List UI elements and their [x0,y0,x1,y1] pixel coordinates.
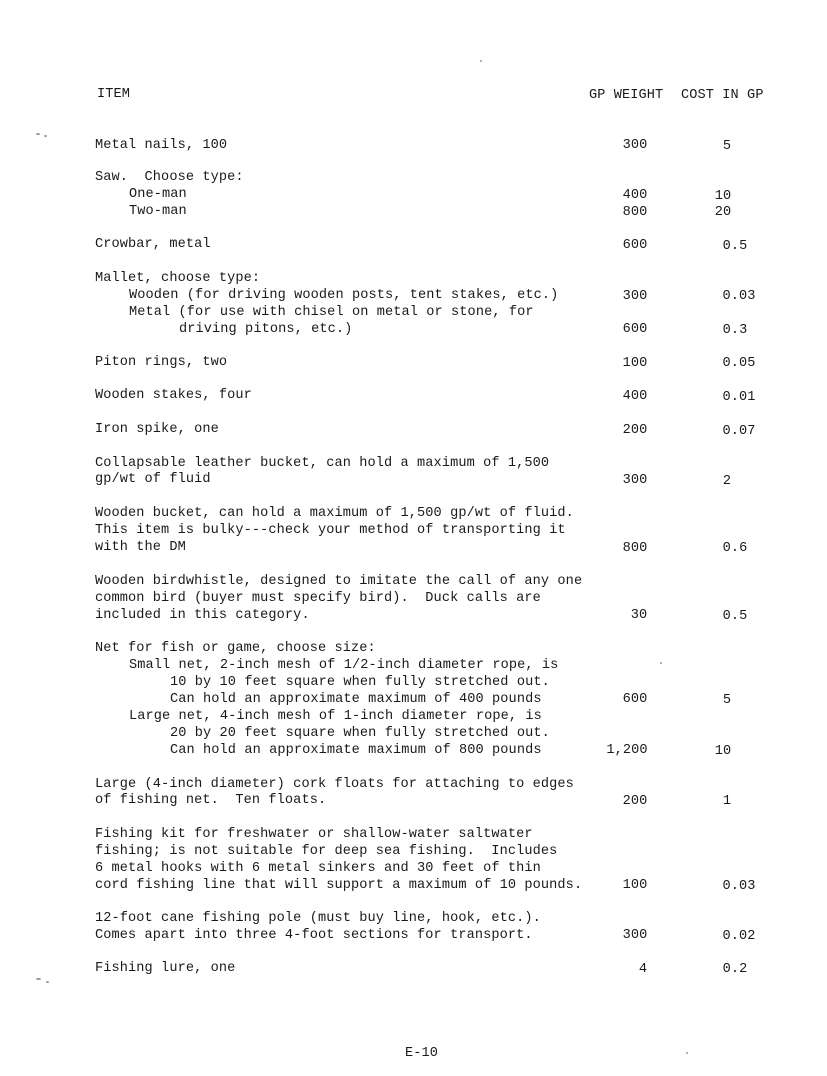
item-description: Piton rings, two [95,355,228,370]
item-description: Large (4-inch diameter) cork floats for attaching to edges [95,777,574,792]
item-cost: 0.01 [722,390,756,405]
item-description: Can hold an approximate maximum of 800 pounds [170,743,542,758]
item-weight: 800 [622,541,648,556]
item-description: This item is bulky---check your method of transporting it [95,523,566,538]
item-description: Small net, 2-inch mesh of 1/2-inch diameter rope, is [129,658,559,673]
item-weight: 30 [630,608,648,623]
item-description: Wooden bucket, can hold a maximum of 1,500 gp/wt of fluid. [95,506,574,521]
item-description: cord fishing line that will support a maximum of 10 pounds. [95,878,583,893]
item-weight: 1,200 [606,743,648,758]
item-description: Can hold an approximate maximum of 400 pounds [170,692,542,707]
item-weight: 200 [622,794,648,809]
item-cost: 20 [714,205,732,220]
scan-speck [36,978,41,980]
item-description: driving pitons, etc.) [179,322,353,337]
item-cost: 1 [722,794,732,809]
item-description: Iron spike, one [95,422,219,437]
item-description: One-man [129,187,187,202]
item-description: common bird (buyer must specify bird). Duck calls are [95,591,541,606]
scan-speck [660,662,662,664]
item-weight: 100 [622,878,648,893]
cost-column-header: COST IN GP [681,88,764,103]
item-weight: 4 [638,962,648,977]
item-weight: 300 [622,289,648,304]
item-weight: 400 [622,389,648,404]
item-weight: 200 [622,423,648,438]
page-number: E-10 [405,1046,439,1061]
item-cost: 5 [722,139,732,154]
item-description: included in this category. [95,608,310,623]
item-description: fishing; is not suitable for deep sea fishing. Includes [95,844,558,859]
item-description: 6 metal hooks with 6 metal sinkers and 30 feet of thin [95,861,541,876]
item-description: Wooden stakes, four [95,388,252,403]
item-description: Saw. Choose type: [95,170,244,185]
item-description: Wooden birdwhistle, designed to imitate the call of any one [95,574,583,589]
item-cost: 0.6 [722,541,748,556]
item-description: 10 by 10 feet square when fully stretched out. [170,675,550,690]
item-description: Crowbar, metal [95,237,211,252]
item-weight: 300 [622,928,648,943]
item-weight: 600 [622,238,648,253]
item-cost: 0.02 [722,929,756,944]
item-weight: 600 [622,322,648,337]
item-description: Comes apart into three 4-foot sections for transport. [95,928,533,943]
item-cost: 0.5 [722,609,748,624]
item-cost: 0.03 [722,289,756,304]
scan-speck [36,133,40,135]
item-cost: 0.2 [722,962,748,977]
item-cost: 0.5 [722,239,748,254]
item-description: Large net, 4-inch mesh of 1-inch diameter rope, is [129,709,542,724]
scan-speck [480,60,482,62]
item-description: Fishing lure, one [95,961,236,976]
item-cost: 10 [714,189,732,204]
item-description: Collapsable leather bucket, can hold a maximum of 1,500 [95,456,550,471]
item-description: Mallet, choose type: [95,271,261,286]
item-description: with the DM [95,540,186,555]
item-cost: 0.03 [722,879,756,894]
item-cost: 5 [722,693,732,708]
item-description: Metal (for use with chisel on metal or stone, for [129,305,534,320]
item-description: Two-man [129,204,187,219]
item-cost: 2 [722,474,732,489]
item-cost: 0.3 [722,323,748,338]
item-description: 12-foot cane fishing pole (must buy line, hook, etc.). [95,911,541,926]
item-cost: 0.07 [722,424,756,439]
item-description: Metal nails, 100 [95,138,228,153]
weight-column-header: GP WEIGHT [589,88,664,103]
scan-speck [44,135,47,137]
item-weight: 300 [622,138,648,153]
item-description: of fishing net. Ten floats. [95,793,327,808]
item-weight: 800 [622,205,648,220]
item-description: Net for fish or game, choose size: [95,641,376,656]
item-weight: 300 [622,473,648,488]
item-description: 20 by 20 feet square when fully stretched out. [170,726,550,741]
item-column-header: ITEM [97,87,131,102]
item-description: Fishing kit for freshwater or shallow-water saltwater [95,827,533,842]
item-weight: 100 [622,356,648,371]
item-description: Wooden (for driving wooden posts, tent stakes, etc.) [129,288,559,303]
item-description: gp/wt of fluid [95,472,211,487]
item-cost: 10 [714,744,732,759]
item-weight: 600 [622,692,648,707]
item-cost: 0.05 [722,356,756,371]
item-weight: 400 [622,188,648,203]
scan-speck [686,1052,688,1054]
scan-speck [46,981,49,983]
